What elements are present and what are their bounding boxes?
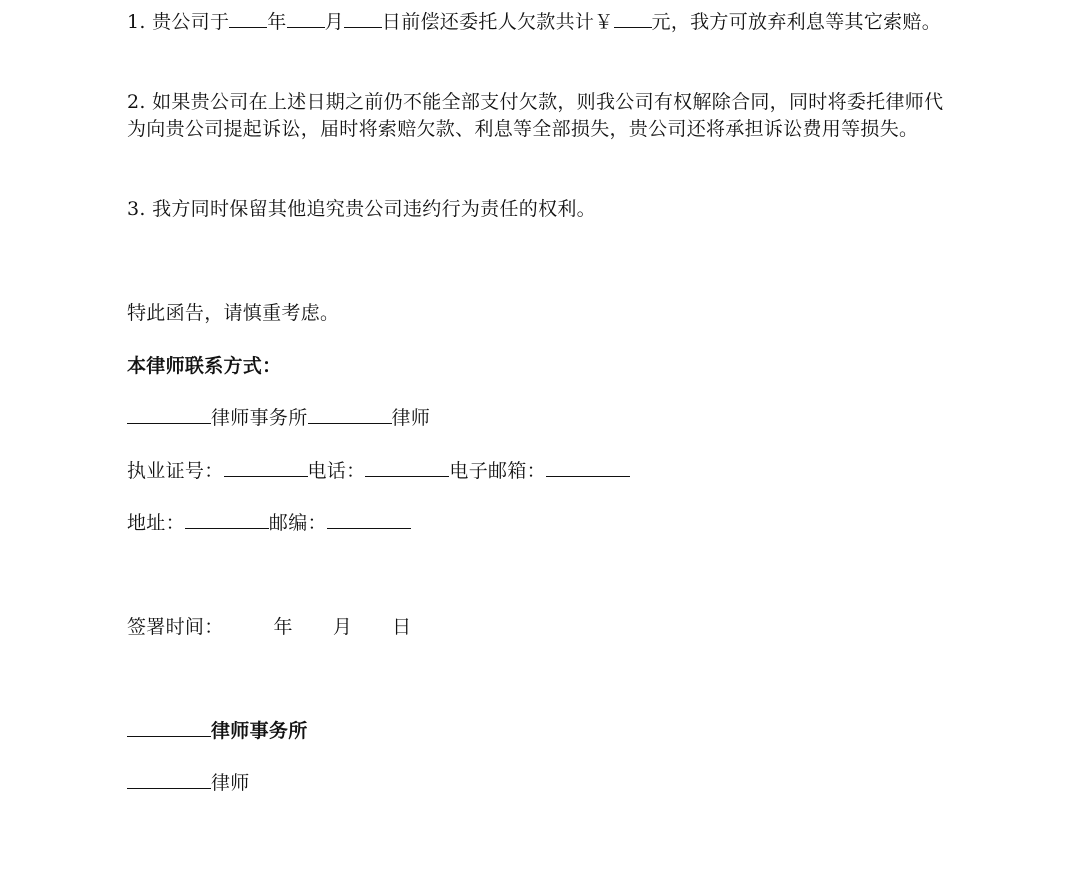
clause-1-suffix: 元，我方可放弃利息等其它索赔。 (651, 11, 942, 33)
signing-label: 签署时间： (127, 616, 224, 638)
license-label: 执业证号： (127, 460, 224, 482)
phone-label: 电话： (307, 460, 366, 482)
clause-1-prefix: 1. 贵公司于 (127, 11, 230, 33)
notice-text: 特此函告，请慎重考虑。 (127, 302, 340, 324)
day-blank (344, 9, 382, 28)
year-blank (229, 9, 267, 28)
clause-1-day-text: 日前偿还委托人欠款共计￥ (381, 11, 614, 33)
contact-heading: 本律师联系方式： (127, 355, 282, 377)
clause-1 (127, 9, 953, 36)
license-blank (224, 458, 308, 477)
amount-blank (614, 9, 652, 28)
signing-day: 日 (392, 616, 412, 638)
signature-lawyer-line (127, 770, 250, 797)
firm-label: 律师事务所 (211, 407, 308, 429)
month-blank (287, 9, 325, 28)
lawyer-label: 律师 (391, 407, 431, 429)
lawyer-name-blank (308, 405, 392, 424)
contact-details-line (127, 458, 630, 485)
clause-2: 2. 如果贵公司在上述日期之前仍不能全部支付欠款，则我公司有权解除合同，同时将委托律师代为向贵公司提起诉讼，届时将索赔欠款、利息等全部损失，贵公司还将承担诉讼费用等损失。 (127, 91, 944, 140)
postcode-blank (327, 510, 411, 529)
signature-firm-line (127, 718, 308, 745)
signature-firm-blank (127, 718, 211, 737)
clause-1-month: 月 (324, 11, 344, 33)
address-blank (185, 510, 269, 529)
address-label: 地址： (127, 512, 185, 534)
signature-firm-label: 律师事务所 (211, 720, 308, 742)
contact-address-line (127, 510, 411, 537)
firm-name-blank (127, 405, 211, 424)
signing-year: 年 (273, 616, 293, 638)
clause-3: 3. 我方同时保留其他追究贵公司违约行为责任的权利。 (127, 198, 596, 220)
phone-blank (365, 458, 449, 477)
postcode-label: 邮编： (268, 512, 327, 534)
signing-month: 月 (332, 616, 353, 638)
clause-1-year: 年 (267, 11, 287, 33)
email-label: 电子邮箱： (449, 460, 546, 482)
contact-firm-line (127, 405, 430, 432)
email-blank (546, 458, 630, 477)
signing-date-line (127, 614, 411, 641)
signature-lawyer-label: 律师 (211, 772, 250, 794)
signature-lawyer-blank (127, 770, 211, 789)
